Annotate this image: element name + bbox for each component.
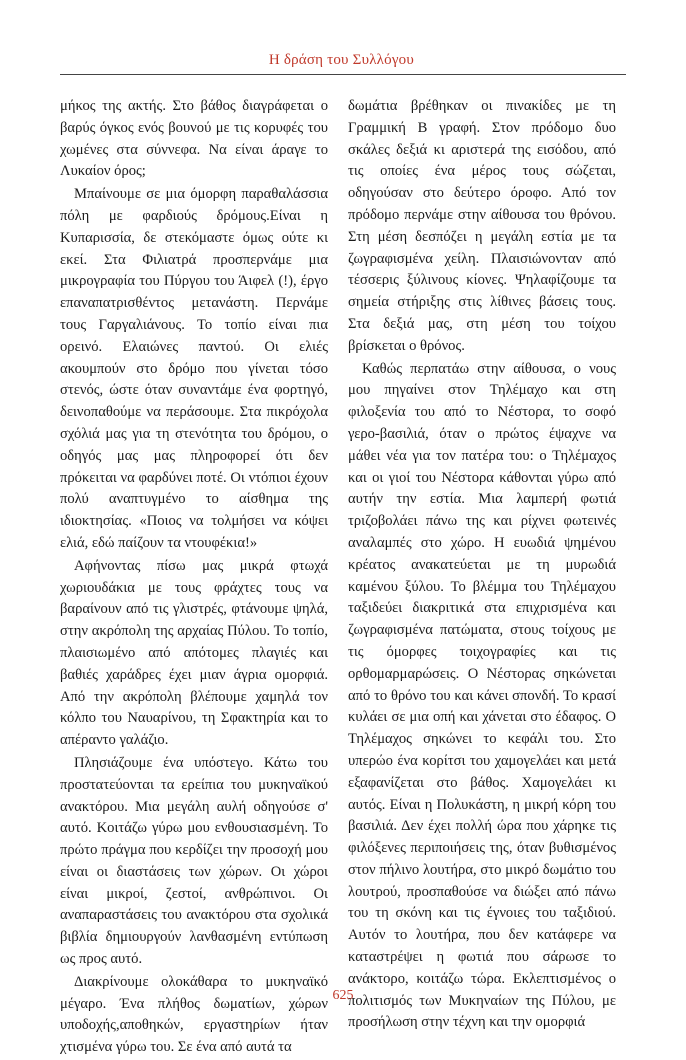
left-column: [60, 96, 328, 1060]
paragraph: μήκος της ακτής. Στο βάθος διαγράφεται ο βαρύς όγκος ενός βουνού με τις κορυφές του χωμένες στα σύννεφα. Να είναι άραγε το Λυκαίον όρος;: [60, 98, 328, 180]
right-column: [348, 96, 616, 1035]
paragraph: Καθώς περπατάω στην αίθουσα, ο νους μου πηγαίνει στον Τηλέμαχο και στη φιλοξενία του από το Νέστορα, το σοφό γερο-βασιλιά, όταν ο πρώτος έψαχνε να μάθει νέα για τον πατέρα του: ο Τηλέμαχος και οι γιοί του Νέστορα κάθονται γύρω από αυτήν την εστία. Μια λαμπερή φωτιά τριζοβολάει πάνω της και ρίχνει φωτεινές αναλαμπές στο χώρο. Η ευωδιά ψημένου κρέατος ανακατεύεται με τη μυρωδιά καμένου ξύλου. Το βλέμμα του Τηλέμαχου ταξιδεύει διακριτικά στα επιχρισμένα και ζωγραφισμένα πατώματα, στους τοίχους με τις όμορφες τοιχογραφίες και τις ορθομαρμαρώσεις. Ο Νέστορας σηκώνεται από το θρόνο του και κάνει σπονδή. Το κρασί κυλάει σε μια οπή και χάνεται στο έδαφος. Ο Τηλέμαχος σηκώνει το κεφάλι του. Στο υπερώο ένα κορίτσι του χαμογελάει και μετά εξαφανίζεται στο βάθος. Χαμογελάει κι αυτός. Είναι η Πολυκάστη, η μικρή κόρη του βασιλιά. Δεν έχει πολλή ώρα που χάρηκε τις φιλόξενες περιποιήσεις της, όταν βυθισμένος στον πήλινο λουτήρα, στο μικρό δωμάτιο του λουτρού, προσπαθούσε να διώξει από πάνω του τη σκόνη και τις έγνοιες του ταξιδιού. Αυτόν το λουτήρα, που δεν κατάφερε να καταστρέψει η φωτιά που σάρωσε το ανάκτορο, κοιτάζω τώρα. Εκλεπτισμένος ο πολιτισμός των Μυκηναίων της Πύλου, με προσήλωση στην τέχνη και την ομορφιά: [348, 360, 616, 1031]
paragraph: δωμάτια βρέθηκαν οι πινακίδες με τη Γραμμική Β γραφή. Στον πρόδομο δυο σκάλες δεξιά κι αριστερά της εισόδου, από τις οποίες ένα μέρος τους σώζεται, οδηγούσαν στο δεύτερο όροφο. Από τον πρόδομο περνάμε στην αίθουσα του θρόνου. Στη μέση δεσπόζει η μεγάλη εστία με τα ζωγραφισμένα χείλη. Πλαισιώνονταν από τέσσερις ξύλινους κίονες. Ψηλαφίζουμε τα σημεία στήριξης στις λίθινες βάσεις τους. Στα δεξιά μας, στη μέση του τοίχου βρίσκεται ο θρόνος.: [348, 98, 616, 354]
page-number: 625: [332, 988, 354, 1003]
paragraph: Αφήνοντας πίσω μας μικρά φτωχά χωριουδάκια με τους φράχτες τους να βαραίνουν από τις γλιστρές, φτάνουμε ψηλά, στην ακρόπολη της αρχαίας Πύλου. Το τοπίο, πλαισιωμένο από απότομες πλαγιές και βαθιές χαράδρες έχει μιαν άγρια ομορφιά. Από την ακρόπολη βλέπουμε χαμηλά τον κόλπο του Ναυαρίνου, τη Σφακτηρία και το απέραντο γαλάζιο.: [60, 557, 328, 749]
paragraph: Μπαίνουμε σε μια όμορφη παραθαλάσσια πόλη με φαρδιούς δρόμους.Είναι η Κυπαρισσία, δε στεκόμαστε όμως ούτε κι εκεί. Στα Φιλιατρά προσπερνάμε μια μικρογραφία του Πύργου του Άιφελ (!), έργο επαναπατρισθέντος μετανάστη. Περνάμε τους Γαργαλιάνους. Το τοπίο είναι πια ορεινό. Ελαιώνες παντού. Οι ελιές ακουμπούν στο δρόμο που γίνεται τόσο στενός, ώστε όταν συναντάμε ένα φορτηγό, δεινοπαθούμε να περάσουμε. Στα πικρόχολα σχόλιά μας για τη στενότητα του δρόμου, ο οδηγός μας μας πληροφορεί ότι δεν πρόκειται να φαρδύνει ποτέ. Οι ντόπιοι έχουν πολύ αναπτυγμένο το αίσθημα της ιδιοκτησίας. «Ποιος να τολμήσει να κόψει ελιά, εδώ παίζουν τα ντουφέκια!»: [60, 186, 328, 551]
paragraph: Διακρίνουμε ολοκάθαρα το μυκηναϊκό μέγαρο. Ένα πλήθος δωματίων, χώρων υποδοχής,αποθηκών, εργαστηρίων ήταν χτισμένα γύρω του. Σε ένα από αυτά τα: [60, 973, 328, 1056]
header-rule: [60, 74, 626, 75]
running-header: Η δράση του Συλλόγου: [268, 52, 414, 68]
paragraph: Πλησιάζουμε ένα υπόστεγο. Κάτω του προστατεύονται τα ερείπια του μυκηναϊκού ανακτόρου. Μια μεγάλη αυλή οδηγούσε σ' αυτό. Κοιτάζω γύρω μου ενθουσιασμένη. Το πρώτο πράγμα που κερδίζει την προσοχή μου είναι οι διαστάσεις των χώρων. Οι χώροι είναι μικροί, ζεστοί, ανθρώπινοι. Οι αναπαραστάσεις του ανακτόρου στα σχολικά βιβλία δημιουργούν λανθασμένη εντύπωση ως προς αυτό.: [60, 754, 328, 968]
